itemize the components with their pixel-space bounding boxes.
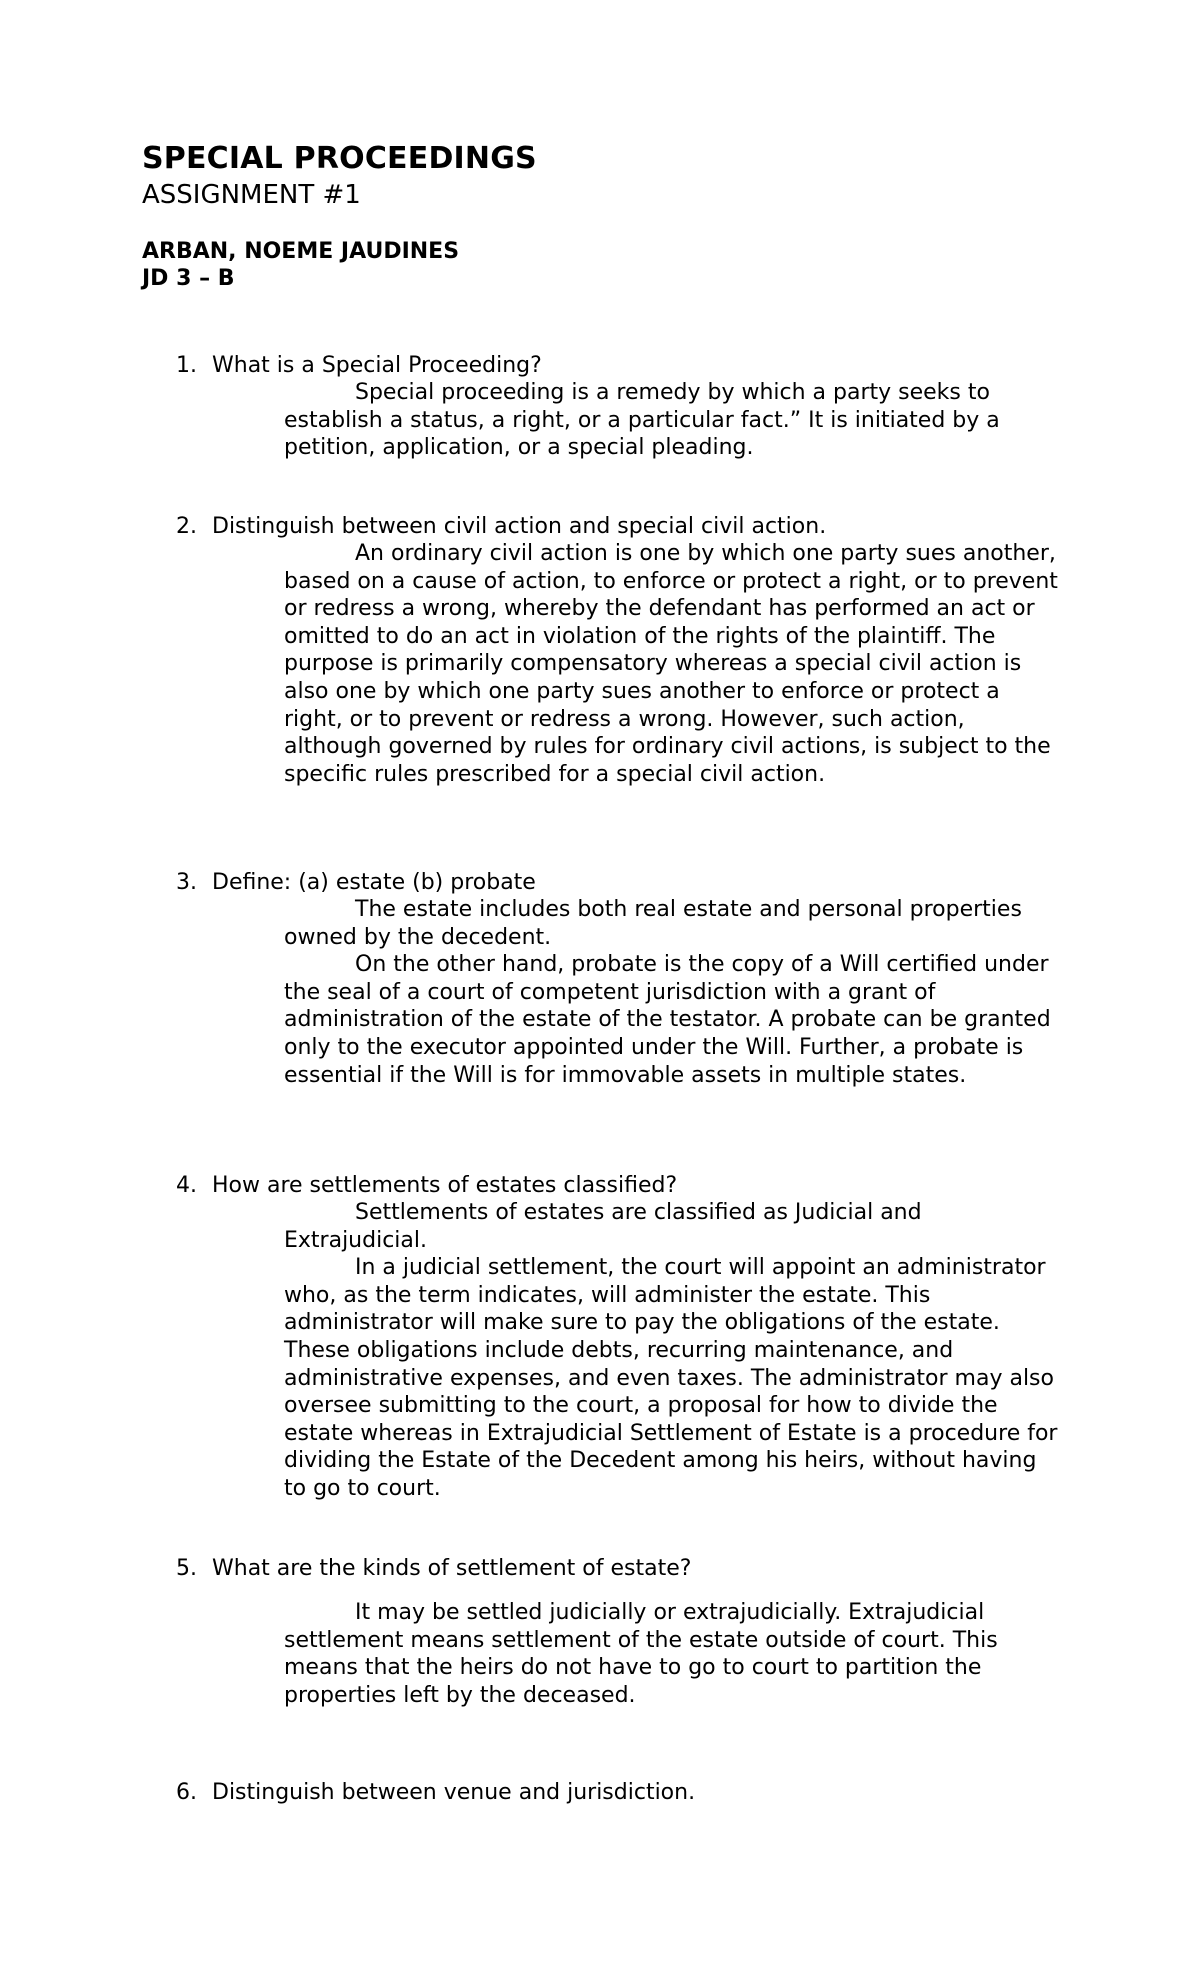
- author-name: ARBAN, NOEME JAUDINES: [142, 239, 460, 264]
- answer-paragraph: On the other hand, probate is the copy of a Will certified under the seal of a court of competent jurisdiction with a grant of administration of the estate of the testator. A probate can be granted only to the executor appointed under the Will. Further, a probate is essential if the Will is for immovable assets in multiple states.: [284, 952, 1051, 1088]
- answer-paragraph: Special proceeding is a remedy by which a party seeks to establish a status, a right, or a particular fact.” It is initiated by a petition, application, or a special pleading.: [284, 380, 1000, 461]
- answer-block-1: [284, 379, 1064, 462]
- question-number: 1.: [176, 353, 197, 378]
- question-text: Distinguish between venue and jurisdiction.: [212, 1780, 696, 1805]
- question-number: 2.: [176, 514, 197, 539]
- answer-paragraph: In a judicial settlement, the court will appoint an administrator who, as the term indicates, will administer the estate. This administrator will make sure to pay the obligations of the estate. These obligations include debts, recurring maintenance, and administrative expenses, and even taxes. The administrator may also oversee submitting to the court, a proposal for how to divide the estate whereas in Extrajudicial Settlement of Estate is a procedure for dividing the Estate of the Decedent among his heirs, without having to go to court.: [284, 1255, 1058, 1501]
- question-text: Distinguish between civil action and special civil action.: [212, 514, 827, 539]
- document-subtitle: ASSIGNMENT #1: [142, 180, 361, 210]
- answer-block-5: [284, 1599, 1064, 1709]
- answer-paragraph: Settlements of estates are classified as Judicial and Extrajudicial.: [284, 1200, 922, 1253]
- answer-paragraph: The estate includes both real estate and personal properties owned by the decedent.: [284, 897, 1022, 950]
- answer-block-3: [284, 896, 1064, 1089]
- document-title: SPECIAL PROCEEDINGS: [142, 141, 537, 176]
- question-number: 5.: [176, 1556, 197, 1581]
- question-number: 6.: [176, 1780, 197, 1805]
- answer-block-2: [284, 540, 1064, 788]
- answer-paragraph: An ordinary civil action is one by which one party sues another, based on a cause of action, to enforce or protect a right, or to prevent or redress a wrong, whereby the defendant has performed an act or omitted to do an act in violation of the rights of the plaintiff. The purpose is primarily compensatory whereas a special civil action is also one by which one party sues another to enforce or protect a right, or to prevent or redress a wrong. However, such action, although governed by rules for ordinary civil actions, is subject to the specific rules prescribed for a special civil action.: [284, 541, 1058, 787]
- question-text: What is a Special Proceeding?: [212, 353, 542, 378]
- question-number: 4.: [176, 1173, 197, 1198]
- class-section: JD 3 – B: [142, 266, 235, 291]
- question-text: How are settlements of estates classified?: [212, 1173, 678, 1198]
- question-number: 3.: [176, 870, 197, 895]
- answer-paragraph: It may be settled judicially or extrajudicially. Extrajudicial settlement means settlement of the estate outside of court. This means that the heirs do not have to go to court to partition the properties left by the deceased.: [284, 1600, 998, 1708]
- answer-block-4: [284, 1199, 1064, 1503]
- question-text: Define: (a) estate (b) probate: [212, 870, 536, 895]
- question-text: What are the kinds of settlement of estate?: [212, 1556, 692, 1581]
